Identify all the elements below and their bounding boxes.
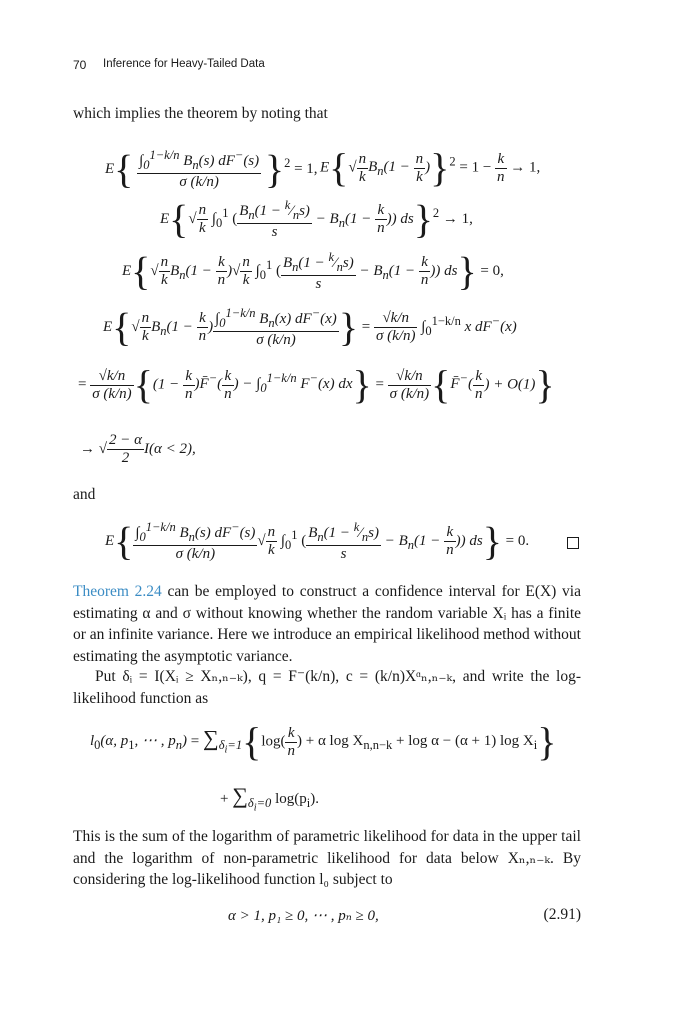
equation-8: $l_0(\alpha$, $p_1$, ⋯ , $p_n) = \sum_{\delta_i=1}\{\log$( $\frac{k}{n}$ ) + α $\log X_{n,n-k} + \log \alpha - (\alpha + 1)$ $\log X_i$} [90,719,557,764]
paragraph-loglik: Put δᵢ = I(Xᵢ ≥ Xₙ,ₙ₋ₖ), q = F⁻(k/n), c = (k/n)Xᵅₙ,ₙ₋ₖ, and write the log-likelihood function as [73,668,581,707]
equation-6: → √ $\frac{2 - \alpha}{2}$ I(α < 2), [80,432,196,466]
equation-5: = $\frac{√k/n}{\sigma (k/n)}$ {(1 − $\frac{k}{n}$ )F̄−( $\frac{k}{n}$ ) − $\int_0^{1-k/n}$ F−(x) dx} = $\frac{√k/n}{\sigma (k/n)}$ {F̄−( $\frac{k}{n}$ ) + O(1)} [78,362,555,407]
equation-3: E{√ $\frac{n}{k}$ $B_n(1$ − $\frac{k}{n}$ )√ $\frac{n}{k}$ $\int_0^1$ ( $\frac{B_n(1 - ^k⁄_ns)}{s}$ − $B_n(1$ − $\frac{k}{n}$ )) ds} = 0, [122,248,504,294]
and-line: and [73,486,96,503]
equation-2: E{√ $\frac{n}{k}$ $\int_0^1$ ( $\frac{B_n(1 - ^k⁄_ns)}{s}$ − $B_n(1$ − $\frac{k}{n}$ )) ds}$^2$ → 1, [160,196,473,242]
equation-9: + $\sum_{\delta_i=0}$ $\log(p_i)$. [220,783,319,814]
equation-number-2-91: (2.91) [543,906,581,923]
page-number: 70 [73,58,87,72]
paragraph-theorem: Theorem 2.24 can be employed to construct a confidence interval for E(X) via estimating α and σ without knowing whether the random variable Xᵢ has a finite or an infinite variance. Here we introduce an empirical likelihood method without estimating the asymptotic variance. [73,583,581,665]
qed-square [567,537,579,549]
equation-1b: E{√ $\frac{n}{k}$ $B_n(1$ − $\frac{n}{k}$ )}$^2$ = 1 − $\frac{k}{n}$ → 1, [320,145,541,190]
equation-10: α > 1, p₁ ≥ 0, ⋯ , pₙ ≥ 0, [228,908,379,924]
equation-4: E{√ $\frac{n}{k}$ $B_n(1$ − $\frac{k}{n}$ ) $\frac{\int_0^{1-k/n} B_n(x) dF^-(x)}{\sigma (k/n)}$ } = $\frac{√k/n}{\sigma (k/n)}$ $\int_0^{1-k/n}$ x dF−(x) [103,304,517,350]
equation-1a: E{ $\frac{\int_0^{1-k/n} B_n(s) dF^-(s)}{\sigma (k/n)}$ }$^2$ = 1, [105,146,318,192]
theorem-link[interactable]: Theorem 2.24 [73,583,162,600]
intro-line: which implies the theorem by noting that [73,105,328,122]
equation-7: E{ $\frac{\int_0^{1-k/n} B_n(s) dF^-(s)}{\sigma (k/n)}$ √ $\frac{n}{k}$ $\int_0^1$ ( $\frac{B_n(1 - ^k⁄_ns)}{s}$ − $B_n(1$ − $\frac{k}{n}$ )) ds} = 0. [105,518,530,564]
running-title: Inference for Heavy-Tailed Data [103,58,265,70]
paragraph-sum: This is the sum of the logarithm of parametric likelihood for data in the upper tail and the logarithm of non-parametric likelihood for data below Xₙ,ₙ₋ₖ. By considering the log-likelihood function l₀ subject to [73,828,581,888]
